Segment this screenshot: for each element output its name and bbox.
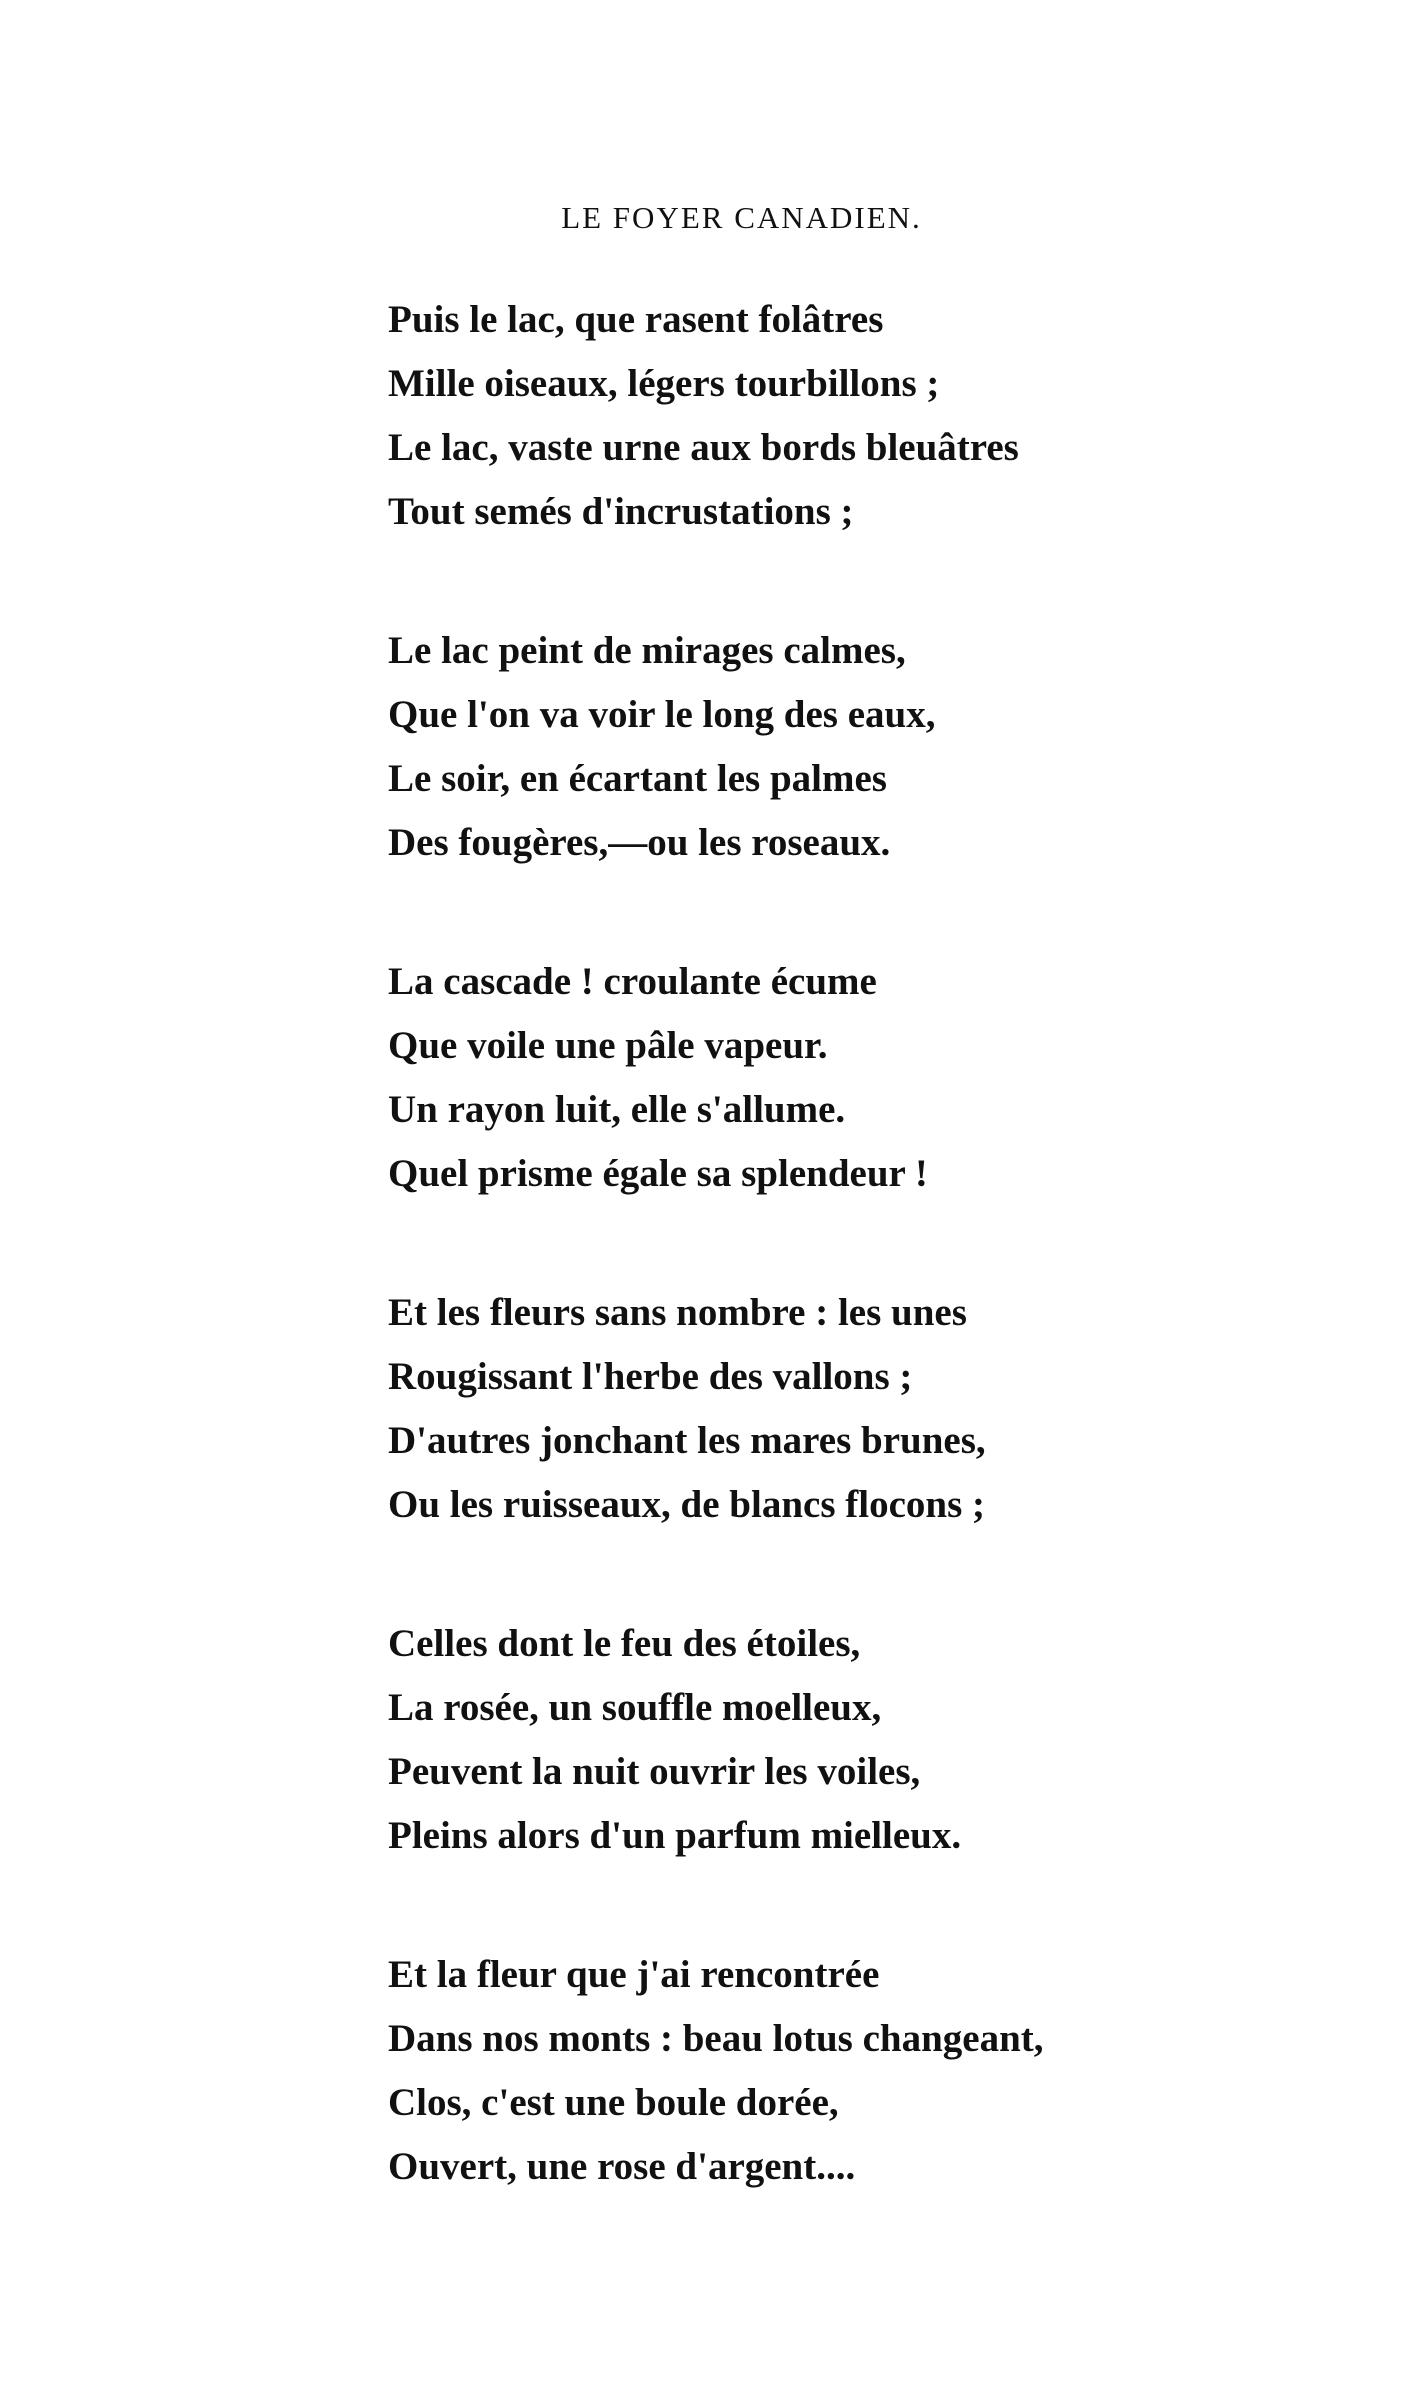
stanza (388, 1281, 1288, 1537)
verse-line: Peuvent la nuit ouvrir les voiles, (388, 1750, 921, 1793)
verse-line: La cascade ! croulante écume (388, 960, 877, 1003)
verse-line: Pleins alors d'un parfum mielleux. (388, 1814, 962, 1857)
stanza (388, 950, 1288, 1206)
verse-line: Ou les ruisseaux, de blancs flocons ; (388, 1483, 985, 1526)
verse-line: Le lac peint de mirages calmes, (388, 629, 906, 672)
verse-line: Rougissant l'herbe des vallons ; (388, 1355, 913, 1398)
verse-line: Que l'on va voir le long des eaux, (388, 693, 936, 736)
verse-line: Ouvert, une rose d'argent.... (388, 2145, 856, 2188)
verse-line: Le lac, vaste urne aux bords bleuâtres (388, 426, 1019, 469)
verse-line: Que voile une pâle vapeur. (388, 1024, 828, 1067)
verse-line: D'autres jonchant les mares brunes, (388, 1419, 986, 1462)
verse-line: Et les fleurs sans nombre : les unes (388, 1291, 967, 1334)
verse-line: Dans nos monts : beau lotus changeant, (388, 2017, 1044, 2060)
stanza (388, 1612, 1288, 1868)
stanza (388, 1943, 1288, 2199)
verse-line: Des fougères,—ou les roseaux. (388, 821, 891, 864)
verse-line: Clos, c'est une boule dorée, (388, 2081, 839, 2124)
verse-line: Puis le lac, que rasent folâtres (388, 298, 884, 341)
running-header: LE FOYER CANADIEN. (561, 200, 922, 235)
verse-line: Quel prisme égale sa splendeur ! (388, 1152, 928, 1195)
verse-line: La rosée, un souffle moelleux, (388, 1686, 882, 1729)
verse-line: Celles dont le feu des étoiles, (388, 1622, 861, 1665)
verse-line: Un rayon luit, elle s'allume. (388, 1088, 846, 1131)
stanza (388, 619, 1288, 875)
poem (388, 288, 1288, 2274)
stanza (388, 288, 1288, 544)
verse-line: Tout semés d'incrustations ; (388, 490, 854, 533)
verse-line: Mille oiseaux, légers tourbillons ; (388, 362, 940, 405)
verse-line: Le soir, en écartant les palmes (388, 757, 887, 800)
verse-line: Et la fleur que j'ai rencontrée (388, 1953, 880, 1996)
